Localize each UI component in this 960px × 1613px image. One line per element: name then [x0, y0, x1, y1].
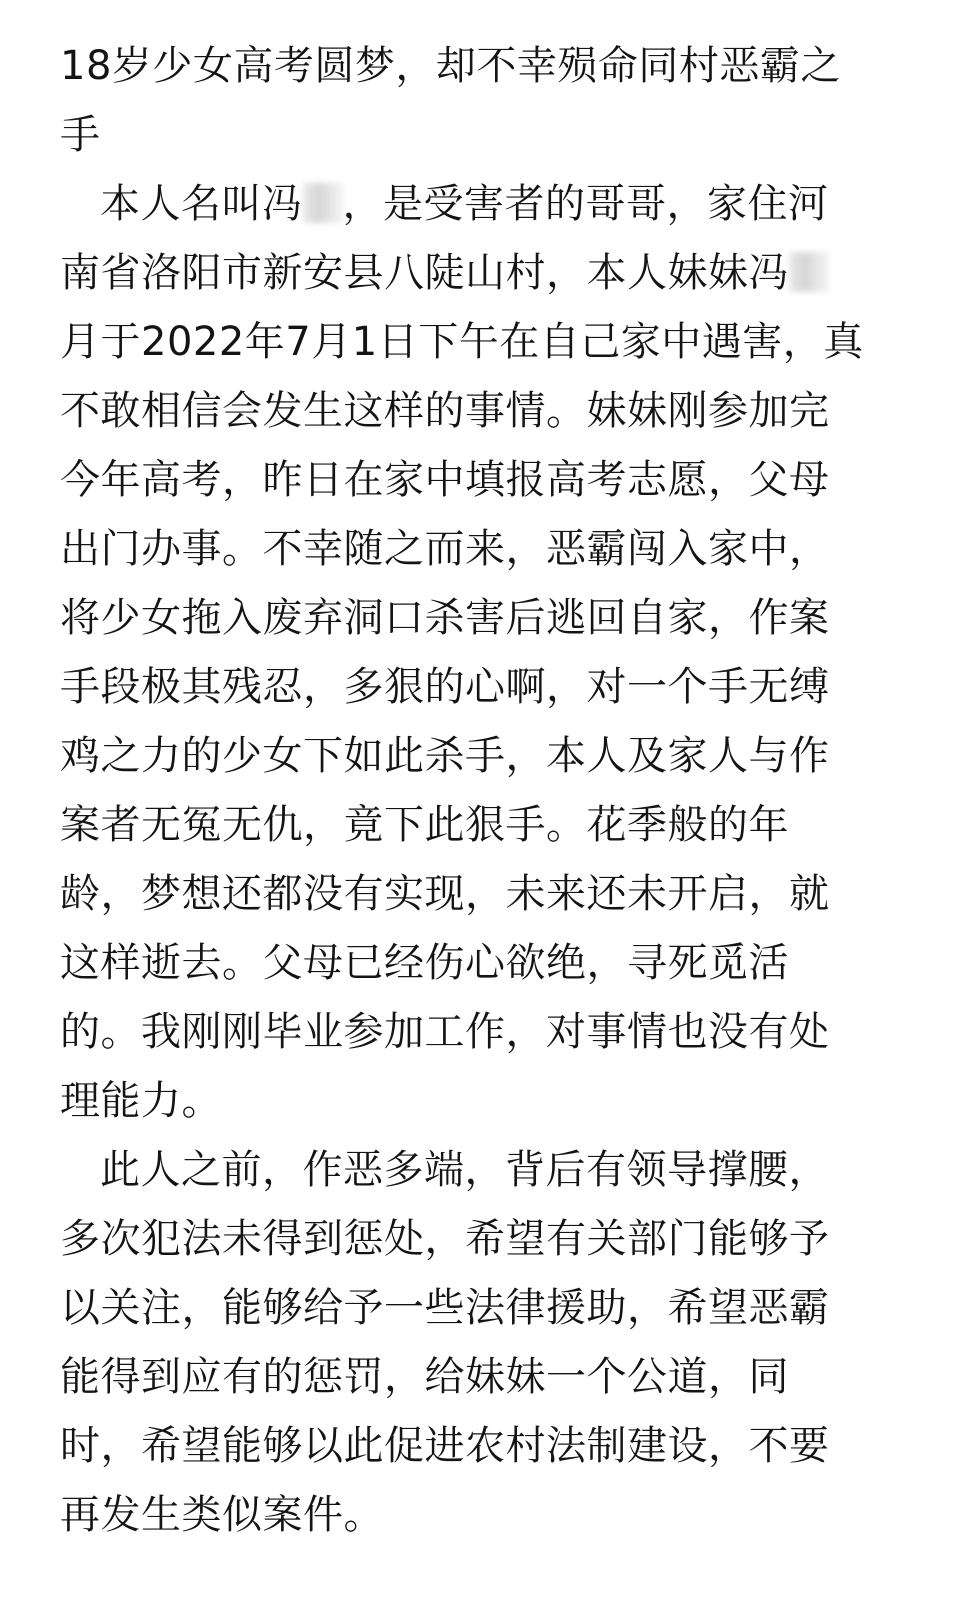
redacted-sister-name-blur [789, 252, 829, 292]
paragraph-1-line-9: 鸡之力的少女下如此杀手，本人及家人与作 [60, 733, 830, 779]
paragraph-1-line-12: 这样逝去。父母已经伤心欲绝，寻死觅活 [60, 940, 789, 986]
paragraph-1-line-5: 今年高考，昨日在家中填报高考志愿，父母 [60, 457, 830, 503]
redacted-name-blur [303, 183, 343, 223]
paragraph-1-line-7: 将少女拖入废弃洞口杀害后逃回自家，作案 [60, 595, 830, 641]
paragraph-2-line-5: 时，希望能够以此促进农村法制建设，不要 [60, 1423, 830, 1469]
name-suffix-text: ，是受害者的哥哥，家住河 [342, 181, 829, 227]
paragraph-1-line-4: 不敢相信会发生这样的事情。妹妹刚参加完 [60, 388, 830, 434]
paragraph-1-line-8: 手段极其残忍，多狠的心啊，对一个手无缚 [60, 664, 830, 710]
paragraph-2-line-3: 以关注，能够给予一些法律援助，希望恶霸 [60, 1285, 830, 1331]
paragraph-1-line-1 [60, 170, 890, 239]
name-prefix-text: 本人名叫冯 [100, 181, 303, 227]
paragraph-2-line-4: 能得到应有的惩罚，给妹妹一个公道，同 [60, 1354, 789, 1400]
paragraph-1-line-10: 案者无冤无仇，竟下此狠手。花季般的年 [60, 802, 789, 848]
paragraph-1-line-3: 月于2022年7月1日下午在自己家中遇害，真 [60, 319, 864, 365]
paragraph-1-line-13: 的。我刚刚毕业参加工作，对事情也没有处 [60, 1009, 830, 1055]
paragraph-1-line-2 [60, 239, 890, 308]
title-line-1: 18岁少女高考圆梦，却不幸殒命同村恶霸之 [60, 43, 841, 89]
paragraph-1-line-14: 理能力。 [60, 1078, 222, 1124]
paragraph-2-line-1: 此人之前，作恶多端，背后有领导撑腰， [100, 1147, 829, 1193]
document [60, 32, 890, 1550]
paragraph-1-line-6: 出门办事。不幸随之而来，恶霸闯入家中， [60, 526, 830, 572]
paragraph-2-line-6: 再发生类似案件。 [60, 1492, 384, 1538]
paragraph-2-line-2: 多次犯法未得到惩处，希望有关部门能够予 [60, 1216, 830, 1262]
paragraph-1-line-11: 龄，梦想还都没有实现，未来还未开启，就 [60, 871, 830, 917]
paragraph-1-line-2-text: 南省洛阳市新安县八陡山村，本人妹妹冯 [60, 250, 789, 296]
title-line-2: 手 [60, 112, 101, 158]
